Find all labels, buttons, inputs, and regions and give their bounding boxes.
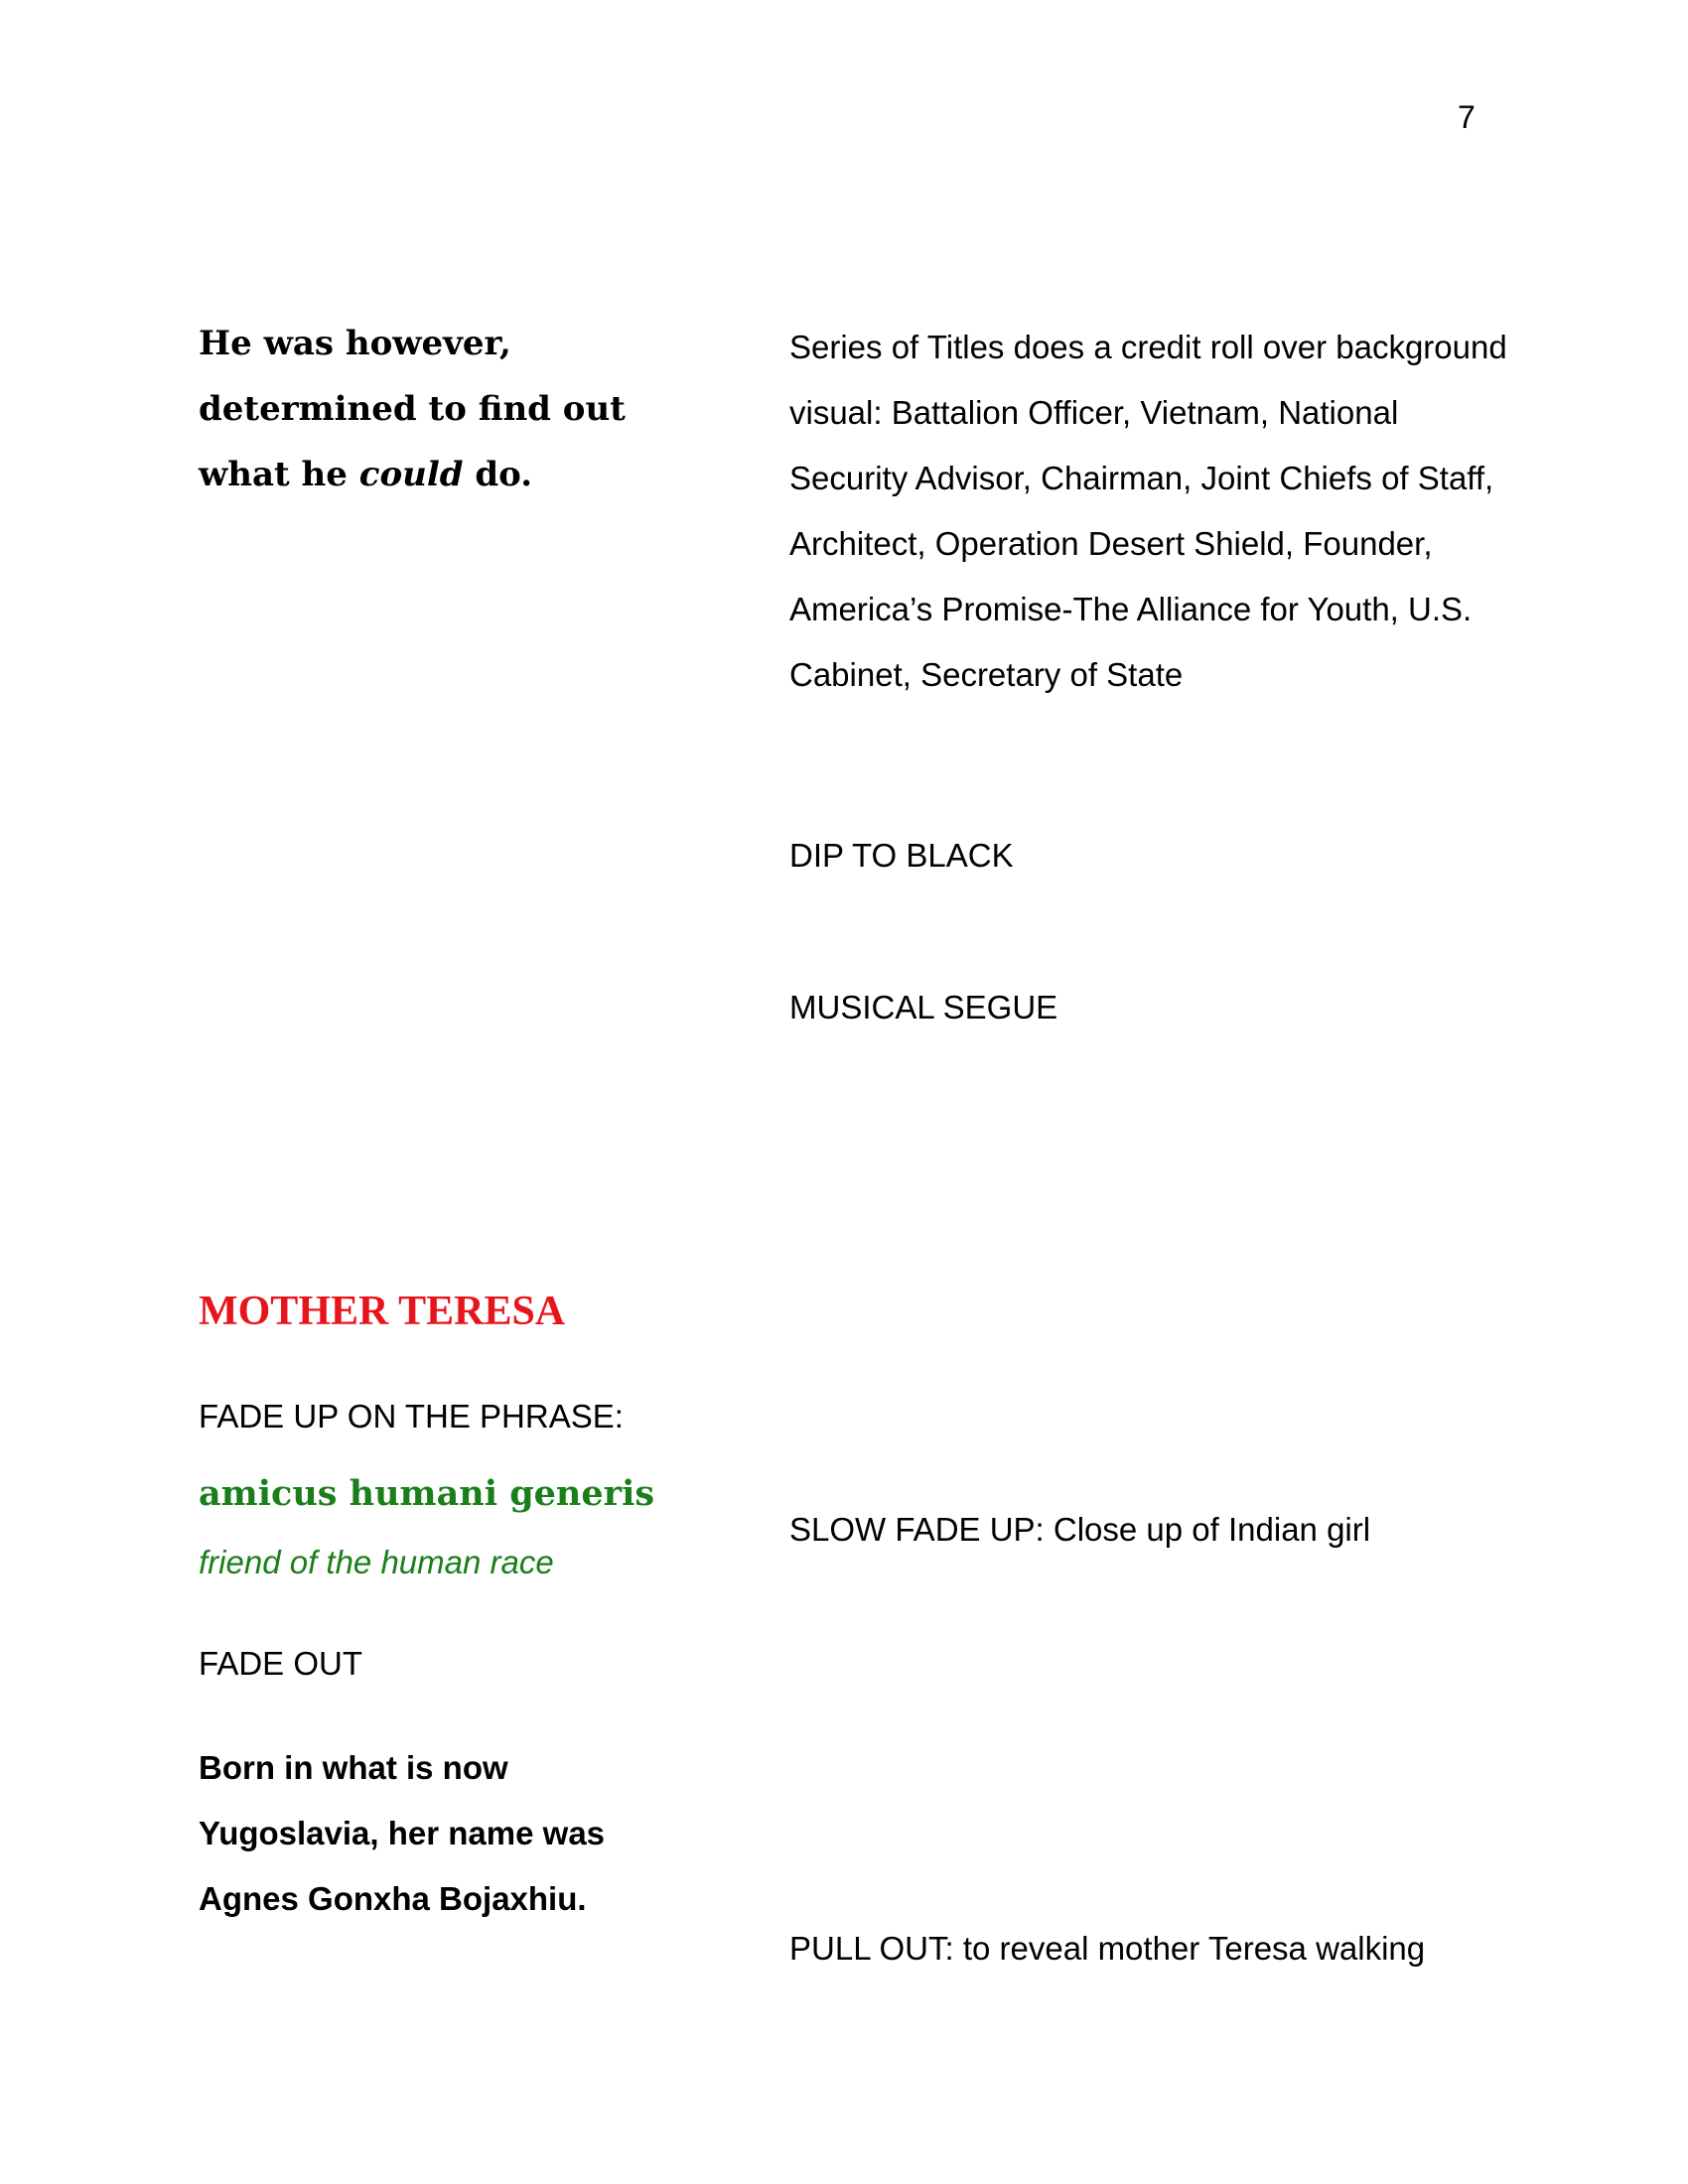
narration-text: what he — [199, 455, 359, 494]
dip-to-black-direction: DIP TO BLACK — [789, 837, 1014, 874]
narration-line: Yugoslavia, her name was — [199, 1815, 606, 1851]
latin-phrase: amicus humani generis — [199, 1473, 655, 1514]
direction-line: visual: Battalion Officer, Vietnam, National — [789, 394, 1399, 431]
fade-out-direction: FADE OUT — [199, 1645, 363, 1682]
page-number: 7 — [1458, 99, 1476, 135]
direction-line: Security Advisor, Chairman, Joint Chiefs of Staff, — [789, 460, 1494, 496]
latin-translation: friend of the human race — [199, 1544, 554, 1580]
narration-line — [199, 455, 532, 494]
narration-line: determined to find out — [199, 389, 626, 429]
direction-line: Cabinet, Secretary of State — [789, 656, 1184, 693]
narration-line: Born in what is now — [199, 1749, 508, 1786]
slow-fade-up-direction: SLOW FADE UP: Close up of Indian girl — [789, 1511, 1371, 1548]
fade-up-phrase-direction: FADE UP ON THE PHRASE: — [199, 1398, 624, 1434]
musical-segue-direction: MUSICAL SEGUE — [789, 989, 1058, 1025]
direction-line: America’s Promise-The Alliance for Youth, U.S. — [789, 591, 1473, 627]
direction-line: Series of Titles does a credit roll over background — [789, 329, 1507, 365]
direction-line: Architect, Operation Desert Shield, Founder, — [789, 525, 1433, 562]
narration-line: He was however, — [199, 324, 511, 363]
emphasis-text: could — [358, 455, 464, 494]
section-title: MOTHER TERESA — [199, 1289, 566, 1334]
narration-text: do. — [463, 455, 533, 494]
pull-out-direction: PULL OUT: to reveal mother Teresa walking — [789, 1930, 1426, 1967]
narration-line: Agnes Gonxha Bojaxhiu. — [199, 1880, 587, 1917]
